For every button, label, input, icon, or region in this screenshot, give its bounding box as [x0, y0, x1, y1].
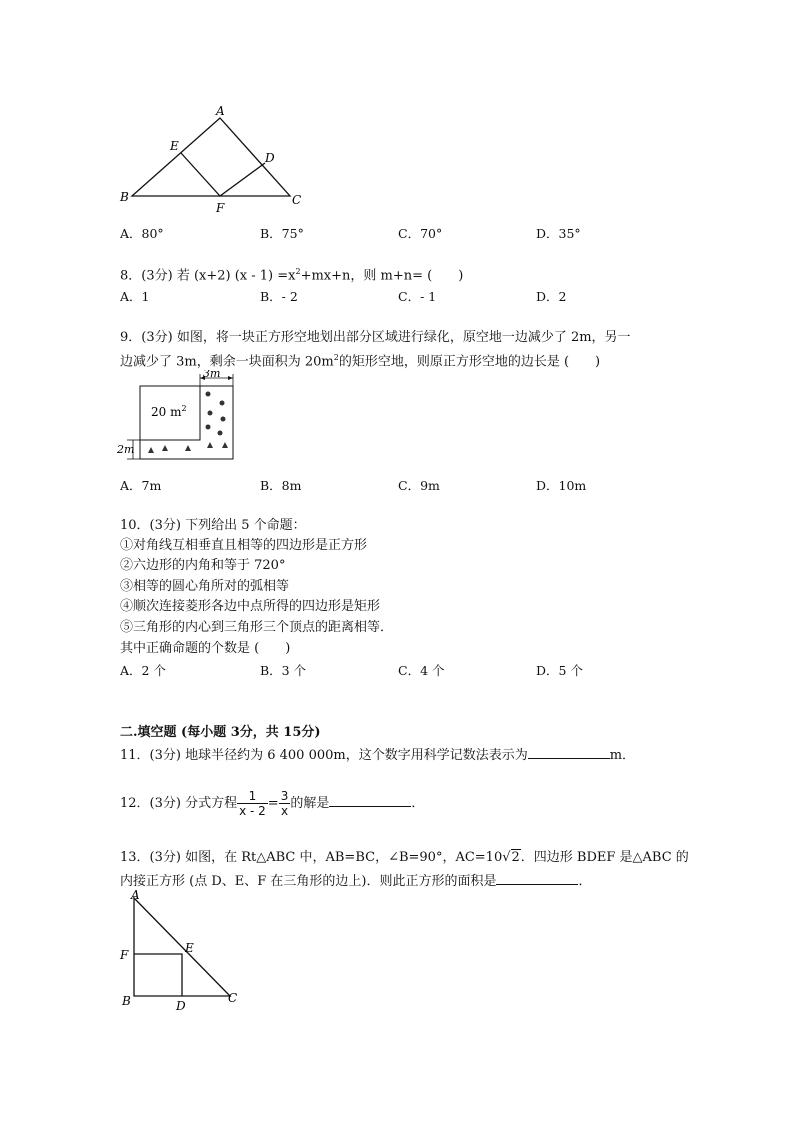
q10-item-3: ③相等的圆心角所对的弧相等: [120, 579, 290, 594]
tree-marks: [148, 392, 228, 454]
label-C: C: [292, 193, 302, 207]
q9-stem-line1: 9．(3分) 如图，将一块正方形空地划出部分区域进行绿化，原空地一边减少了 2m，另一: [120, 330, 631, 345]
q8-stem-before: 8．(3分) 若 (x+2) (x - 1) =x: [120, 268, 296, 284]
right-triangle-figure-q13: [112, 888, 247, 1016]
q12-end: ．: [411, 796, 425, 811]
q8-option-d[interactable]: D．2: [536, 289, 567, 304]
q11-before: 11．(3分) 地球半径约为 6 400 000m，这个数字用科学记数法表示为: [120, 748, 528, 763]
q10-option-a[interactable]: A．2 个: [120, 663, 166, 678]
q12-after: 的解是: [290, 796, 330, 811]
label-B: B: [122, 994, 131, 1008]
q13-line2-before: 内接正方形 (点 D、E、F 在三角形的边上)．则此正方形的面积是: [120, 874, 497, 889]
q12-stem: [120, 786, 424, 822]
inscribed-quad-outline: [181, 153, 265, 196]
q12-frac1-den: x - 2: [239, 804, 266, 818]
q12-frac2-den: x: [279, 803, 291, 818]
q12-frac1-num: 1: [248, 789, 257, 803]
q8-stem-after: +mx+n，则 m+n= ( ): [300, 268, 464, 284]
q11-after: m．: [609, 748, 636, 763]
q10-item-1: ①对角线互相垂直且相等的四边形是正方形: [120, 538, 368, 553]
area-label-text: 20 m: [151, 405, 182, 419]
q8-option-b[interactable]: B．- 2: [260, 289, 298, 304]
label-E: E: [185, 941, 194, 955]
q7-option-a[interactable]: A．80°: [120, 226, 164, 241]
q9-option-c[interactable]: C．9m: [398, 478, 440, 493]
q10-item-4: ④顺次连接菱形各边中点所得的四边形是矩形: [120, 599, 381, 614]
area-label-sup: 2: [181, 404, 187, 413]
q10-option-d[interactable]: D．5 个: [536, 663, 583, 678]
q10-question: 其中正确命题的个数是 ( ): [120, 641, 291, 656]
q12-fraction-1: [237, 789, 268, 818]
q8-option-a[interactable]: A．1: [120, 289, 150, 304]
q10-option-b[interactable]: B．3 个: [260, 663, 307, 678]
q12-eq: =: [267, 796, 279, 811]
label-A: A: [131, 888, 140, 902]
square-plot-figure-q9: [115, 370, 250, 465]
label-F: F: [120, 948, 129, 962]
q13-answer-blank[interactable]: [496, 872, 578, 885]
sqrt-symbol: √: [502, 850, 511, 865]
q13-line1-after: ．四边形 BDEF 是△ABC 的: [520, 850, 689, 865]
q9-line2-after: 的矩形空地，则原正方形空地的边长是 ( ): [338, 354, 601, 370]
q9-option-b[interactable]: B．8m: [260, 478, 302, 493]
q8-stem: [120, 264, 463, 284]
q9-option-d[interactable]: D．10m: [536, 478, 587, 493]
q10-option-c[interactable]: C．4 个: [398, 663, 445, 678]
section2-title: 二.填空题 (每小题 3分，共 15分): [120, 725, 321, 740]
q9-stem-line2: [120, 350, 600, 370]
q9-line2-sup: 2: [333, 353, 339, 362]
label-D: D: [176, 999, 186, 1013]
q12-answer-blank[interactable]: [329, 794, 411, 807]
square-bdef-outline: [134, 954, 182, 996]
q12-before: 12．(3分) 分式方程: [120, 796, 238, 811]
q13-stem-line1: [120, 850, 689, 866]
q13-line2-after: ．: [578, 874, 592, 889]
q10-item-2: ②六边形的内角和等于 720°: [120, 558, 286, 573]
q11-answer-blank[interactable]: [528, 746, 610, 759]
label-A: A: [216, 104, 225, 118]
q11-stem: [120, 746, 635, 764]
dim-2m-label: 2m: [117, 443, 135, 456]
q9-option-a[interactable]: A．7m: [120, 478, 162, 493]
q7-option-b[interactable]: B．75°: [260, 226, 304, 241]
dim-3m-label: 3m: [203, 370, 221, 380]
triangle-figure-q7: [110, 100, 310, 220]
label-B: B: [120, 190, 129, 204]
area-label: [151, 404, 187, 419]
q10-stem: 10．(3分) 下列给出 5 个命题：: [120, 518, 306, 533]
q8-stem-sup: 2: [295, 267, 301, 276]
q8-option-c[interactable]: C．- 1: [398, 289, 437, 304]
arrowhead-right: [228, 376, 233, 380]
label-C: C: [228, 991, 238, 1005]
q13-line1-before: 13．(3分) 如图，在 Rt△ABC 中，AB=BC，∠B=90°，AC=10: [120, 850, 503, 865]
q12-fraction-2: [279, 789, 291, 818]
q7-option-c[interactable]: C．70°: [398, 226, 443, 241]
label-D: D: [265, 151, 275, 165]
q12-frac2-num: 3: [280, 789, 289, 803]
q9-line2-before: 边减少了 3m，剩余一块面积为 20m: [120, 354, 334, 370]
label-F: F: [216, 201, 225, 215]
q13-sqrt-value: 2: [511, 850, 520, 865]
q7-option-d[interactable]: D．35°: [536, 226, 581, 241]
label-E: E: [170, 139, 179, 153]
q10-item-5: ⑤三角形的内心到三角形三个顶点的距离相等．: [120, 620, 394, 635]
